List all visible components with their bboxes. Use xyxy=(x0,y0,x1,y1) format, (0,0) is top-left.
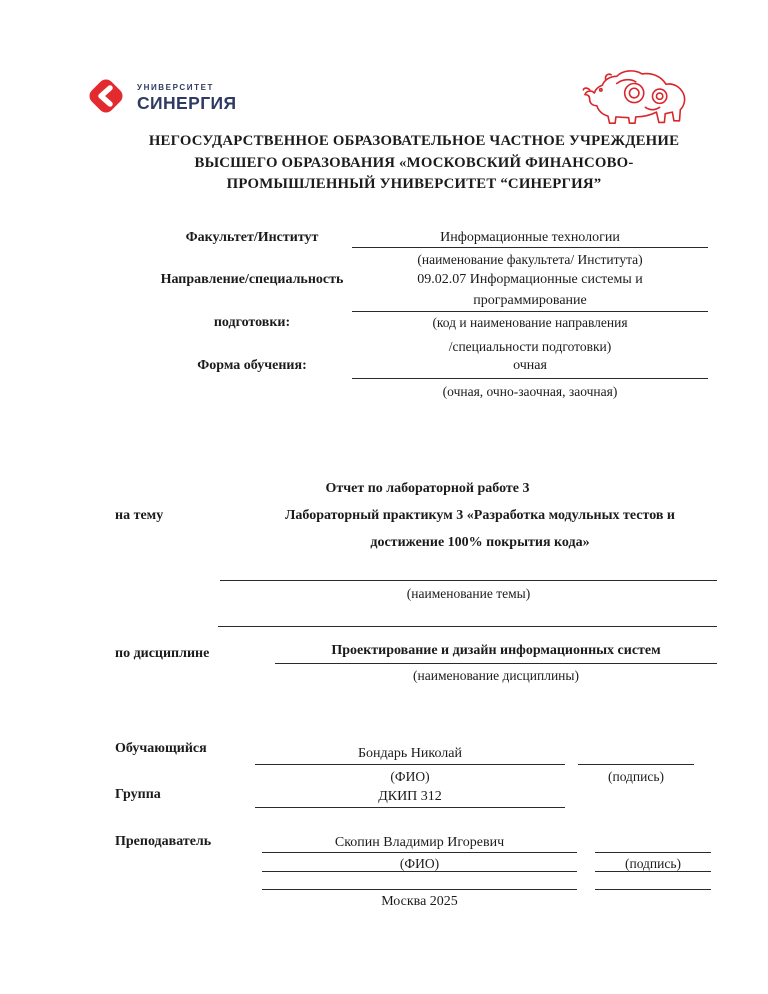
form-underline xyxy=(352,378,708,379)
group-label: Группа xyxy=(115,787,161,802)
student-name: Бондарь Николай xyxy=(358,746,462,761)
form-label: Форма обучения: xyxy=(197,358,307,373)
direction-value-line2: программирование xyxy=(473,293,587,308)
direction-label: Направление/специальность xyxy=(160,272,344,287)
topic-caption: (наименование темы) xyxy=(406,586,531,601)
synergy-chevron-icon xyxy=(84,74,128,123)
topic-underline xyxy=(220,580,717,581)
teacher-name: Скопин Владимир Игоревич xyxy=(334,835,505,850)
teacher-underline-3 xyxy=(262,889,577,890)
city-year: Москва 2025 xyxy=(381,894,458,909)
student-signature-line xyxy=(578,764,694,765)
form-caption: (очная, очно-заочная, заочная) xyxy=(442,384,618,399)
student-name-underline xyxy=(255,764,565,765)
student-signature-caption: (подпись) xyxy=(607,769,665,784)
teacher-signature-line xyxy=(595,852,711,853)
teacher-label: Преподаватель xyxy=(115,834,212,849)
topic-line1: Лабораторный практикум 3 «Разработка модульных тестов и xyxy=(284,508,675,523)
direction-value-line1: 09.02.07 Информационные системы и xyxy=(417,272,643,287)
discipline-caption: (наименование дисциплины) xyxy=(413,668,579,683)
teacher-signature-line-3 xyxy=(595,889,711,890)
faculty-label: Факультет/Институт xyxy=(185,230,319,245)
form-value: очная xyxy=(513,358,547,373)
synergy-logo-text-bottom: СИНЕРГИЯ xyxy=(137,93,237,113)
faculty-caption: (наименование факультета/ Института) xyxy=(417,252,643,267)
report-title: Отчет по лабораторной работе 3 xyxy=(325,481,530,496)
university-title-line2: ВЫСШЕГО ОБРАЗОВАНИЯ «МОСКОВСКИЙ ФИНАНСОВО- xyxy=(194,154,634,171)
synergy-logo xyxy=(84,74,236,123)
university-title-line3: ПРОМЫШЛЕННЫЙ УНИВЕРСИТЕТ “СИНЕРГИЯ” xyxy=(226,176,602,192)
university-title-line1: НЕГОСУДАРСТВЕННОЕ ОБРАЗОВАТЕЛЬНОЕ ЧАСТНОЕ УЧРЕЖДЕНИЕ xyxy=(148,133,680,149)
group-underline xyxy=(255,807,565,808)
synergy-logo-text xyxy=(137,83,236,114)
topic-label: на тему xyxy=(115,508,164,523)
synergy-logo-text-top: УНИВЕРСИТЕТ xyxy=(137,83,214,92)
discipline-value: Проектирование и дизайн информационных систем xyxy=(331,643,661,658)
university-title xyxy=(64,131,764,196)
rhino-logo-icon xyxy=(582,66,688,128)
teacher-signature-caption: (подпись) xyxy=(624,856,682,871)
group-value: ДКИП 312 xyxy=(378,789,442,804)
teacher-name-underline xyxy=(262,852,577,853)
discipline-underline xyxy=(275,663,717,664)
teacher-fio-caption: (ФИО) xyxy=(399,856,440,871)
direction-underline xyxy=(352,311,708,312)
teacher-signature-line-2 xyxy=(595,871,711,872)
topic-underline-2 xyxy=(218,626,717,627)
discipline-label: по дисциплине xyxy=(115,646,210,661)
student-fio-caption: (ФИО) xyxy=(390,769,430,784)
direction-caption-line2: /специальности подготовки) xyxy=(448,339,612,354)
faculty-underline xyxy=(352,247,708,248)
faculty-value: Информационные технологии xyxy=(440,230,620,245)
podgotovki-label: подготовки: xyxy=(213,315,291,330)
teacher-underline-2 xyxy=(262,871,577,872)
student-label: Обучающийся xyxy=(115,741,207,756)
topic-line2: достижение 100% покрытия кода» xyxy=(370,535,590,550)
direction-caption-line1: (код и наименование направления xyxy=(432,315,628,330)
